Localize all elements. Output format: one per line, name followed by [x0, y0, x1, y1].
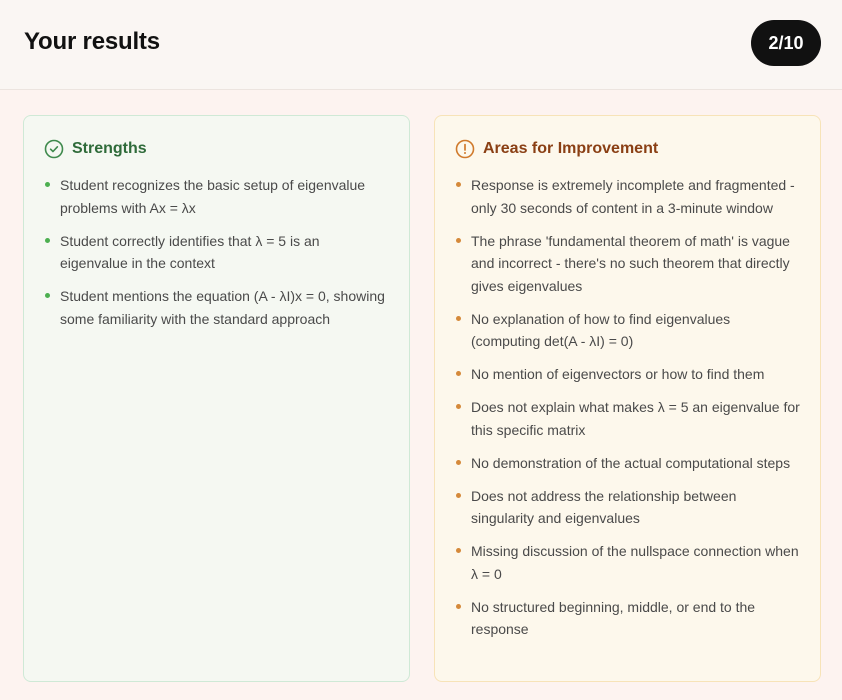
improvement-item: No demonstration of the actual computational steps: [455, 452, 800, 475]
bullet: [456, 316, 461, 321]
improvement-item: No explanation of how to find eigenvalues (computing det(A - λI) = 0): [455, 308, 800, 353]
strength-item: Student recognizes the basic setup of eigenvalue problems with Ax = λx: [44, 174, 389, 219]
strengths-card: [23, 115, 410, 682]
bullet: [456, 238, 461, 243]
results-header: [0, 0, 842, 90]
bullet: [45, 238, 50, 243]
improvement-item: No structured beginning, middle, or end to the response: [455, 596, 800, 641]
bullet: [456, 604, 461, 609]
improvement-item: No mention of eigenvectors or how to find them: [455, 363, 800, 386]
improvements-title: Areas for Improvement: [483, 140, 659, 157]
bullet: [456, 404, 461, 409]
improvement-item: The phrase 'fundamental theorem of math' is vague and incorrect - there's no such theorem that directly gives eigenvalues: [455, 230, 800, 298]
improvement-item: Does not explain what makes λ = 5 an eigenvalue for this specific matrix: [455, 396, 800, 441]
bullet: [456, 548, 461, 553]
improvement-item: Response is extremely incomplete and fragmented - only 30 seconds of content in a 3-minute window: [455, 174, 800, 219]
strength-item: Student mentions the equation (A - λI)x = 0, showing some familiarity with the standard approach: [44, 285, 389, 330]
score-badge: 2/10: [751, 20, 821, 66]
bullet: [456, 182, 461, 187]
strength-item: Student correctly identifies that λ = 5 is an eigenvalue in the context: [44, 230, 389, 275]
page-title: Your results: [24, 28, 160, 55]
strengths-list: [44, 174, 389, 330]
bullet: [45, 293, 50, 298]
bullet: [456, 493, 461, 498]
improvements-list: [455, 174, 800, 641]
bullet: [456, 460, 461, 465]
improvement-item: Does not address the relationship between singularity and eigenvalues: [455, 485, 800, 530]
alert-circle-icon: [455, 139, 475, 159]
strengths-title: Strengths: [72, 140, 147, 157]
bullet: [45, 182, 50, 187]
check-circle-icon: [44, 139, 64, 159]
improvements-card: [434, 115, 821, 682]
strengths-header: [44, 138, 389, 160]
improvements-header: [455, 138, 800, 160]
bullet: [456, 371, 461, 376]
improvement-item: Missing discussion of the nullspace connection when λ = 0: [455, 540, 800, 585]
